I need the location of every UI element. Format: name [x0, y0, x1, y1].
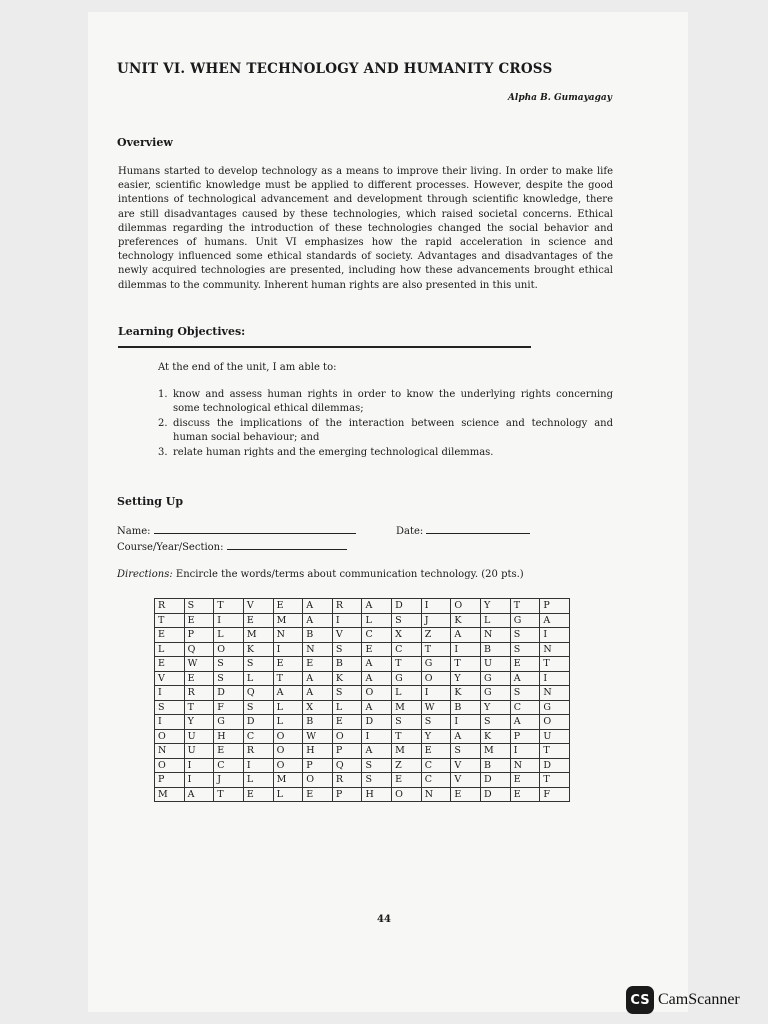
grid-cell[interactable]: H [214, 729, 244, 744]
grid-cell[interactable]: L [332, 700, 362, 715]
grid-cell[interactable]: M [392, 700, 422, 715]
grid-cell[interactable]: L [481, 613, 511, 628]
grid-cell[interactable]: H [362, 787, 392, 802]
grid-cell[interactable]: A [362, 599, 392, 614]
grid-cell[interactable]: S [451, 744, 481, 759]
grid-cell[interactable]: H [303, 744, 333, 759]
grid-cell[interactable]: E [303, 657, 333, 672]
grid-cell[interactable]: A [362, 744, 392, 759]
grid-cell[interactable]: K [243, 642, 273, 657]
grid-cell[interactable]: G [481, 686, 511, 701]
grid-row [155, 729, 570, 744]
grid-cell[interactable]: A [540, 613, 570, 628]
objective-item [158, 446, 613, 460]
camscanner-label: CamScanner [658, 991, 740, 1008]
grid-cell[interactable]: R [155, 599, 185, 614]
grid-cell[interactable]: P [510, 729, 540, 744]
grid-cell[interactable]: V [451, 773, 481, 788]
grid-cell[interactable]: B [303, 715, 333, 730]
camscanner-logo-icon: CS [626, 986, 654, 1014]
grid-cell[interactable]: A [303, 613, 333, 628]
grid-cell[interactable]: S [510, 642, 540, 657]
grid-cell[interactable]: G [392, 671, 422, 686]
objective-item [158, 417, 613, 444]
grid-cell[interactable]: S [243, 657, 273, 672]
grid-cell[interactable]: E [155, 657, 185, 672]
grid-cell[interactable]: F [214, 700, 244, 715]
course-blank-line[interactable] [227, 540, 347, 550]
grid-cell[interactable]: I [362, 729, 392, 744]
grid-cell[interactable]: X [392, 628, 422, 643]
course-field [117, 540, 347, 553]
grid-cell[interactable]: P [540, 599, 570, 614]
grid-cell[interactable]: I [451, 642, 481, 657]
grid-cell[interactable]: E [155, 628, 185, 643]
grid-cell[interactable]: D [243, 715, 273, 730]
grid-cell[interactable]: Q [243, 686, 273, 701]
name-label: Name: [117, 526, 151, 537]
author-name: Alpha B. Gumayagay [507, 93, 612, 103]
grid-cell[interactable]: I [243, 758, 273, 773]
unit-title: UNIT VI. WHEN TECHNOLOGY AND HUMANITY CROSS [117, 61, 553, 77]
grid-cell[interactable]: G [421, 657, 451, 672]
grid-cell[interactable]: D [362, 715, 392, 730]
grid-cell[interactable]: S [155, 700, 185, 715]
grid-cell[interactable]: S [332, 686, 362, 701]
grid-cell[interactable]: I [540, 628, 570, 643]
grid-cell[interactable]: T [421, 642, 451, 657]
heading-divider [118, 346, 531, 348]
grid-cell[interactable]: A [362, 700, 392, 715]
grid-cell[interactable]: A [273, 686, 303, 701]
grid-cell[interactable]: L [243, 773, 273, 788]
grid-cell[interactable]: A [184, 787, 214, 802]
grid-cell[interactable]: E [421, 744, 451, 759]
grid-cell[interactable]: T [451, 657, 481, 672]
grid-cell[interactable]: D [481, 787, 511, 802]
grid-cell[interactable]: M [155, 787, 185, 802]
grid-cell[interactable]: S [362, 758, 392, 773]
grid-cell[interactable]: N [540, 686, 570, 701]
grid-cell[interactable]: O [392, 787, 422, 802]
grid-cell[interactable]: B [332, 657, 362, 672]
grid-cell[interactable]: L [273, 787, 303, 802]
grid-cell[interactable]: P [332, 787, 362, 802]
grid-row [155, 744, 570, 759]
date-blank-line[interactable] [426, 524, 530, 534]
grid-cell[interactable]: B [451, 700, 481, 715]
grid-cell[interactable]: U [184, 744, 214, 759]
grid-cell[interactable]: E [510, 657, 540, 672]
grid-cell[interactable]: I [155, 686, 185, 701]
setting-up-heading: Setting Up [117, 495, 184, 508]
grid-cell[interactable]: O [273, 729, 303, 744]
grid-cell[interactable]: I [273, 642, 303, 657]
grid-cell[interactable]: Y [421, 729, 451, 744]
grid-cell[interactable]: T [540, 744, 570, 759]
grid-row [155, 642, 570, 657]
grid-cell[interactable]: E [362, 642, 392, 657]
grid-cell[interactable]: E [303, 787, 333, 802]
objective-number: 3. [158, 447, 168, 458]
grid-cell[interactable]: O [273, 758, 303, 773]
grid-cell[interactable]: C [421, 773, 451, 788]
grid-cell[interactable]: K [451, 686, 481, 701]
grid-cell[interactable]: V [332, 628, 362, 643]
grid-cell[interactable]: Z [392, 758, 422, 773]
grid-cell[interactable]: O [155, 729, 185, 744]
grid-cell[interactable]: N [540, 642, 570, 657]
grid-cell[interactable]: E [243, 787, 273, 802]
grid-cell[interactable]: W [303, 729, 333, 744]
grid-cell[interactable]: M [273, 773, 303, 788]
grid-cell[interactable]: I [184, 773, 214, 788]
grid-cell[interactable]: J [421, 613, 451, 628]
word-search-grid [154, 598, 570, 802]
grid-cell[interactable]: M [392, 744, 422, 759]
grid-cell[interactable]: S [243, 700, 273, 715]
grid-row [155, 671, 570, 686]
grid-cell[interactable]: O [303, 773, 333, 788]
grid-cell[interactable]: T [184, 700, 214, 715]
grid-cell[interactable]: E [273, 657, 303, 672]
grid-cell[interactable]: Y [451, 671, 481, 686]
grid-cell[interactable]: O [273, 744, 303, 759]
grid-cell[interactable]: S [510, 628, 540, 643]
grid-cell[interactable]: E [332, 715, 362, 730]
grid-cell[interactable]: M [481, 744, 511, 759]
grid-cell[interactable]: A [510, 715, 540, 730]
grid-cell[interactable]: K [481, 729, 511, 744]
grid-cell[interactable]: E [184, 613, 214, 628]
grid-cell[interactable]: D [540, 758, 570, 773]
objective-number: 2. [158, 418, 168, 429]
grid-cell[interactable]: E [184, 671, 214, 686]
grid-cell[interactable]: O [451, 599, 481, 614]
grid-cell[interactable]: K [451, 613, 481, 628]
overview-heading: Overview [117, 136, 173, 149]
grid-cell[interactable]: N [481, 628, 511, 643]
grid-cell[interactable]: S [184, 599, 214, 614]
grid-cell[interactable]: S [332, 642, 362, 657]
grid-cell[interactable]: C [214, 758, 244, 773]
grid-cell[interactable]: I [214, 613, 244, 628]
grid-cell[interactable]: E [510, 787, 540, 802]
grid-cell[interactable]: I [155, 715, 185, 730]
grid-cell[interactable]: Z [421, 628, 451, 643]
grid-cell[interactable]: U [540, 729, 570, 744]
grid-cell[interactable]: U [184, 729, 214, 744]
grid-cell[interactable]: S [421, 715, 451, 730]
grid-cell[interactable]: C [243, 729, 273, 744]
grid-cell[interactable]: C [510, 700, 540, 715]
learning-objectives-heading: Learning Objectives: [118, 325, 246, 338]
grid-cell[interactable]: A [362, 671, 392, 686]
grid-cell[interactable]: A [303, 671, 333, 686]
overview-paragraph: Humans started to develop technology as a means to improve their living. In order to make life easier, scientific knowledge must be applied to different processes. However, despite the good intentions of technological advancement and development through scientific knowledge, there are still disadvantages caused by these technologies, which raised societal concerns. Ethical dilemmas regarding the introduction of these technologies changed the social behavior and preferences of humans. Unit VI emphasizes how the rapid acceleration in science and technology influenced some ethical standards of society. Advantages and disadvantages of the newly acquired technologies are presented, including how these advancements brought ethical dilemmas to the community. Inherent human rights are also presented in this unit. [118, 166, 613, 291]
grid-cell[interactable]: T [214, 599, 244, 614]
grid-cell[interactable]: L [273, 715, 303, 730]
grid-row [155, 613, 570, 628]
grid-cell[interactable]: L [362, 613, 392, 628]
grid-cell[interactable]: N [273, 628, 303, 643]
grid-cell[interactable]: D [481, 773, 511, 788]
grid-cell[interactable]: E [243, 613, 273, 628]
grid-cell[interactable]: R [184, 686, 214, 701]
grid-cell[interactable]: O [540, 715, 570, 730]
course-label: Course/Year/Section: [117, 542, 224, 553]
grid-cell[interactable]: J [214, 773, 244, 788]
grid-cell[interactable]: Y [184, 715, 214, 730]
grid-cell[interactable]: C [392, 642, 422, 657]
grid-cell[interactable]: S [392, 613, 422, 628]
grid-cell[interactable]: I [540, 671, 570, 686]
grid-cell[interactable]: L [392, 686, 422, 701]
grid-cell[interactable]: I [510, 744, 540, 759]
grid-cell[interactable]: N [303, 642, 333, 657]
grid-cell[interactable]: X [303, 700, 333, 715]
grid-row [155, 758, 570, 773]
grid-cell[interactable]: L [243, 671, 273, 686]
name-blank-line[interactable] [154, 524, 356, 534]
grid-cell[interactable]: N [155, 744, 185, 759]
grid-cell[interactable]: T [392, 729, 422, 744]
objective-number: 1. [158, 389, 168, 400]
grid-cell[interactable]: S [214, 671, 244, 686]
grid-cell[interactable]: O [421, 671, 451, 686]
grid-cell[interactable]: I [451, 715, 481, 730]
grid-cell[interactable]: E [273, 599, 303, 614]
grid-cell[interactable]: T [155, 613, 185, 628]
grid-cell[interactable]: O [155, 758, 185, 773]
grid-cell[interactable]: C [421, 758, 451, 773]
grid-cell[interactable]: T [540, 773, 570, 788]
grid-cell[interactable]: L [155, 642, 185, 657]
grid-cell[interactable]: E [392, 773, 422, 788]
grid-cell[interactable]: O [214, 642, 244, 657]
grid-cell[interactable]: U [481, 657, 511, 672]
grid-cell[interactable]: E [510, 773, 540, 788]
grid-cell[interactable]: O [332, 729, 362, 744]
directions [117, 569, 524, 580]
grid-cell[interactable]: L [214, 628, 244, 643]
grid-cell[interactable]: S [392, 715, 422, 730]
grid-cell[interactable]: A [510, 671, 540, 686]
objectives-intro: At the end of the unit, I am able to: [158, 362, 337, 373]
grid-row [155, 715, 570, 730]
grid-cell[interactable]: G [481, 671, 511, 686]
grid-cell[interactable]: P [332, 744, 362, 759]
grid-cell[interactable]: F [540, 787, 570, 802]
grid-cell[interactable]: O [362, 686, 392, 701]
grid-cell[interactable]: T [540, 657, 570, 672]
grid-cell[interactable]: S [510, 686, 540, 701]
page-number: 44 [377, 914, 391, 925]
grid-cell[interactable]: R [332, 599, 362, 614]
objectives-list [158, 388, 613, 462]
directions-label: Directions: [117, 569, 173, 580]
grid-cell[interactable]: V [155, 671, 185, 686]
grid-cell[interactable]: P [184, 628, 214, 643]
directions-text: Encircle the words/terms about communication technology. (20 pts.) [175, 569, 524, 580]
objective-text: discuss the implications of the interaction between science and technology and human social behaviour; and [173, 418, 613, 443]
grid-cell[interactable]: Y [481, 599, 511, 614]
grid-cell[interactable]: D [392, 599, 422, 614]
grid-cell[interactable]: K [332, 671, 362, 686]
grid-row [155, 787, 570, 802]
date-field [396, 524, 530, 537]
date-label: Date: [396, 526, 424, 537]
grid-cell[interactable]: R [243, 744, 273, 759]
objective-text: know and assess human rights in order to know the underlying rights concerning some technological ethical dilemmas; [173, 389, 613, 414]
grid-cell[interactable]: N [421, 787, 451, 802]
objective-text: relate human rights and the emerging technological dilemmas. [173, 447, 494, 458]
grid-cell[interactable]: I [184, 758, 214, 773]
grid-cell[interactable]: G [540, 700, 570, 715]
grid-cell[interactable]: P [303, 758, 333, 773]
grid-cell[interactable]: D [214, 686, 244, 701]
grid-cell[interactable]: V [243, 599, 273, 614]
grid-cell[interactable]: G [510, 613, 540, 628]
grid-cell[interactable]: M [273, 613, 303, 628]
grid-cell[interactable]: R [332, 773, 362, 788]
document-page [88, 12, 688, 1012]
grid-row [155, 599, 570, 614]
grid-cell[interactable]: L [273, 700, 303, 715]
grid-cell[interactable]: Y [481, 700, 511, 715]
grid-cell[interactable]: A [303, 599, 333, 614]
grid-row [155, 773, 570, 788]
grid-cell[interactable]: T [510, 599, 540, 614]
grid-row [155, 657, 570, 672]
grid-cell[interactable]: E [214, 744, 244, 759]
grid-cell[interactable]: W [184, 657, 214, 672]
grid-cell[interactable]: V [451, 758, 481, 773]
grid-cell[interactable]: I [421, 686, 451, 701]
grid-cell[interactable]: C [362, 628, 392, 643]
grid-cell[interactable]: M [243, 628, 273, 643]
grid-cell[interactable]: Q [184, 642, 214, 657]
grid-cell[interactable]: I [421, 599, 451, 614]
grid-cell[interactable]: I [332, 613, 362, 628]
grid-row [155, 628, 570, 643]
grid-cell[interactable]: B [481, 642, 511, 657]
grid-cell[interactable]: Q [332, 758, 362, 773]
grid-cell[interactable]: T [392, 657, 422, 672]
grid-cell[interactable]: A [303, 686, 333, 701]
grid-cell[interactable]: T [214, 787, 244, 802]
grid-cell[interactable]: A [451, 628, 481, 643]
grid-cell[interactable]: G [214, 715, 244, 730]
grid-row [155, 686, 570, 701]
grid-cell[interactable]: S [481, 715, 511, 730]
grid-row [155, 700, 570, 715]
grid-cell[interactable]: A [362, 657, 392, 672]
grid-cell[interactable]: B [481, 758, 511, 773]
grid-cell[interactable]: A [451, 729, 481, 744]
grid-cell[interactable]: T [273, 671, 303, 686]
objective-item [158, 388, 613, 415]
grid-cell[interactable]: P [155, 773, 185, 788]
grid-cell[interactable]: E [451, 787, 481, 802]
grid-cell[interactable]: B [303, 628, 333, 643]
grid-cell[interactable]: S [362, 773, 392, 788]
grid-cell[interactable]: W [421, 700, 451, 715]
camscanner-watermark [626, 986, 740, 1014]
grid-cell[interactable]: S [214, 657, 244, 672]
grid-cell[interactable]: N [510, 758, 540, 773]
name-field [117, 524, 356, 537]
